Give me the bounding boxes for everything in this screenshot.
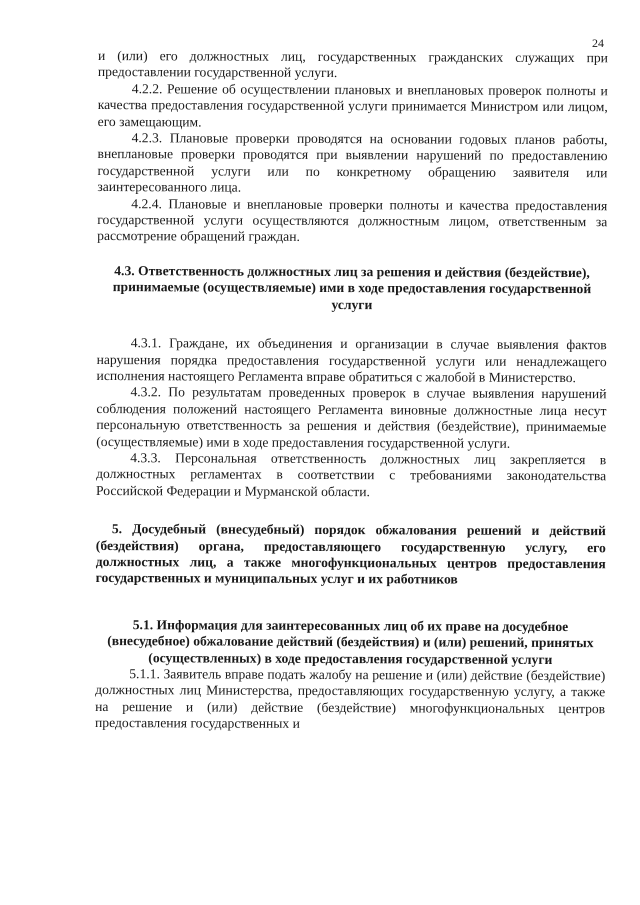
paragraph-5-1-1: 5.1.1. Заявитель вправе подать жалобу на решение и (или) действие (бездействие) должностных лиц Министерства, предоставляющих государственную услугу, а также на решение и (или) действие (бездействие) многофункциональных центров предоставления государственных и bbox=[95, 666, 606, 732]
heading-section-5: 5. Досудебный (внесудебный) порядок обжалования решений и действий (бездействия) органа, предоставляющего государственную услугу, его должностных лиц, а также многофункциональных центров предоставления государственных и муниципальных услуг и их работников bbox=[95, 521, 606, 587]
paragraph-4-2-3: 4.2.3. Плановые проверки проводятся на основании годовых планов работы, внеплановые проверки проводятся при выявлении нарушений по предоставлению государственной услуги или по конкретному обращению заявителя или заинтересованного лица. bbox=[97, 130, 608, 195]
paragraph-4-3-1: 4.3.1. Граждане, их объединения и организации в случае выявления фактов нарушения порядка предоставления государственной услуги или ненадлежащего исполнения настоящего Регламента вправе обратиться с жалобой в Министерство. bbox=[96, 335, 607, 385]
page-number: 24 bbox=[592, 36, 604, 50]
paragraph-4-2-2: 4.2.2. Решение об осуществлении плановых и внеплановых проверок полноты и качества предоставления государственной услуги принимается Министром или лицом, его замещающим. bbox=[97, 80, 608, 130]
paragraph-4-3-2: 4.3.2. По результатам проведенных проверок в случае выявления нарушений соблюдения положений настоящего Регламента виновные должностные лица несут персональную ответственность за решения и действия (бездействие), принимаемые (осуществляемые) ими в ходе предоставления государственной услуги. bbox=[96, 384, 607, 451]
document-body bbox=[95, 48, 608, 734]
heading-section-4-3: 4.3. Ответственность должностных лиц за решения и действия (бездействие), принимаемые (осуществляемые) ими в ходе предоставления государственной услуги bbox=[112, 262, 592, 312]
paragraph-4-2-4: 4.2.4. Плановые и внеплановые проверки полноты и качества предоставления государственной услуги осуществляются должностным лицом, ответственным за рассмотрение обращений граждан. bbox=[97, 195, 608, 245]
paragraph-4-3-3: 4.3.3. Персональная ответственность должностных лиц закрепляется в должностных регламентах в соответствии с требованиями законодательства Российской Федерации и Мурманской области. bbox=[96, 450, 607, 499]
heading-section-5-1: 5.1. Информация для заинтересованных лиц об их праве на досудебное (внесудебное) обжалование действий (бездействия) и (или) решений, принятых (осуществленных) в ходе предоставления государственной услуги bbox=[107, 616, 594, 667]
paragraph-continuation: и (или) его должностных лиц, государственных гражданских служащих при предоставлении государственной услуги. bbox=[97, 48, 608, 81]
